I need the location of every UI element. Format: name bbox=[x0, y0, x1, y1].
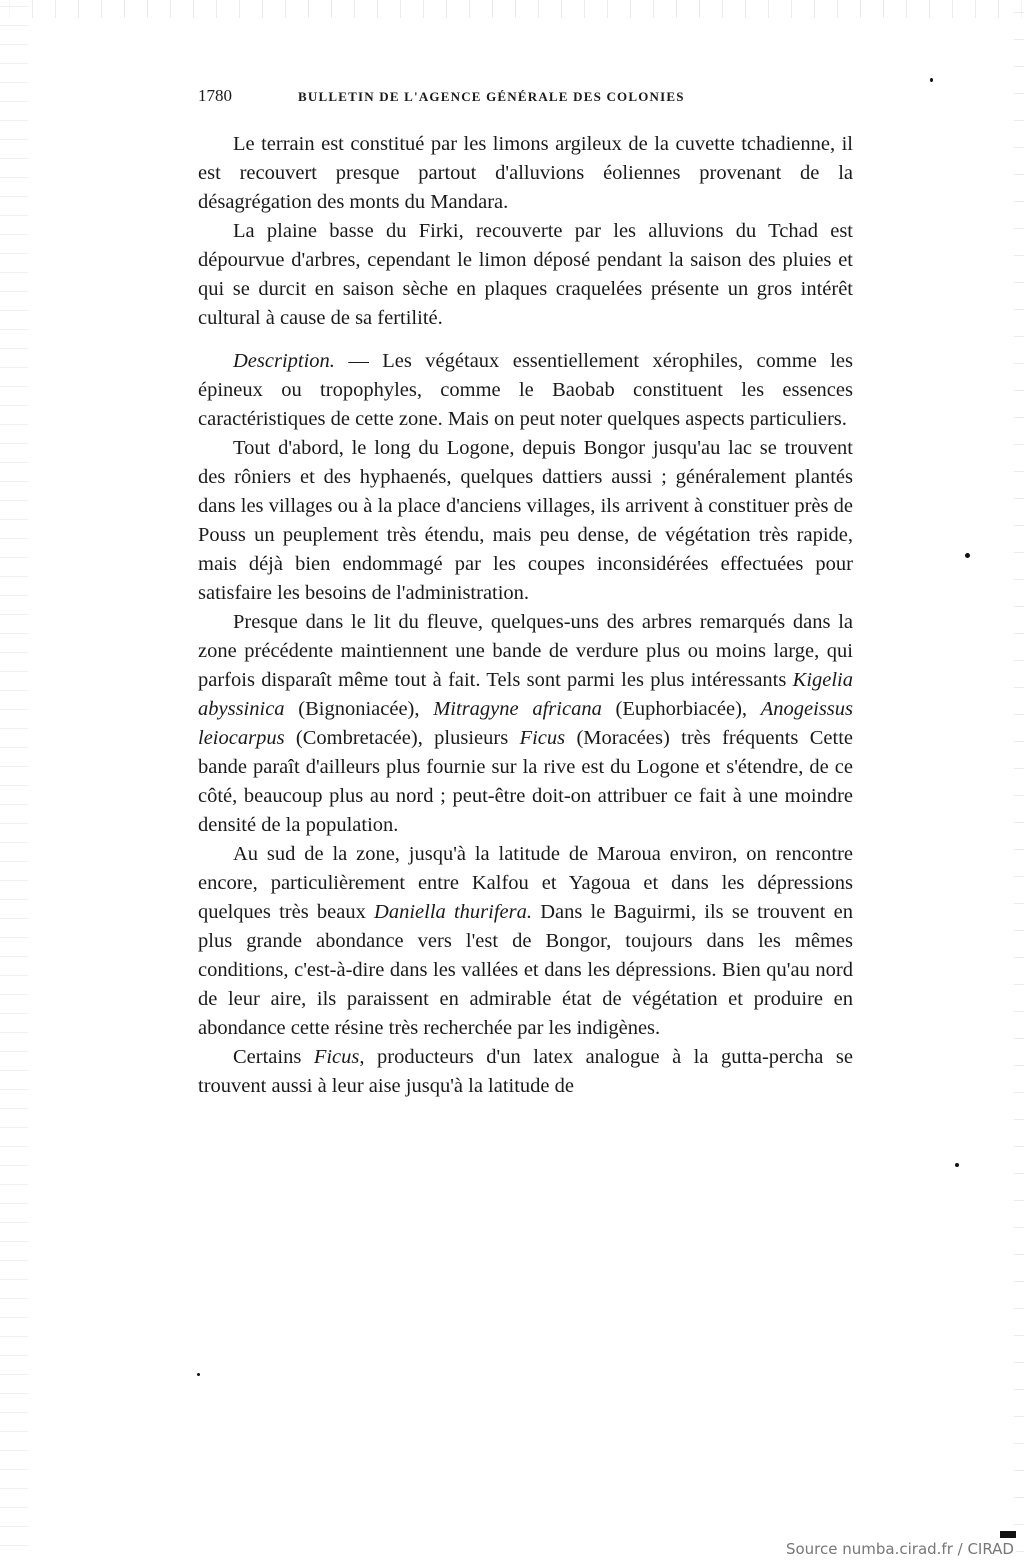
text-run: Certains bbox=[233, 1046, 314, 1068]
text-run: (Euphorbiacée), bbox=[601, 698, 761, 720]
italic-term: Kigelia abyssinica bbox=[198, 669, 853, 720]
italic-term: Mitragyne africana bbox=[433, 698, 602, 720]
scan-speck bbox=[965, 553, 970, 558]
italic-term: Description. bbox=[233, 350, 335, 372]
scan-edge-top bbox=[0, 0, 1024, 18]
paragraph bbox=[198, 347, 853, 434]
paragraph bbox=[198, 130, 853, 217]
scan-edge-right bbox=[1014, 0, 1024, 1562]
scan-speck bbox=[930, 78, 933, 82]
running-head: BULLETIN DE L'AGENCE GÉNÉRALE DES COLONIES bbox=[298, 89, 685, 104]
italic-term: Daniella thurifera. bbox=[374, 901, 532, 923]
text-run: Au sud de la zone, jusqu'à la latitude de Maroua environ, on rencontre encore, particulièrement entre Kalfou et Yagoua et dans les dépressions quelques très beaux bbox=[198, 843, 853, 923]
paragraph bbox=[198, 217, 853, 333]
text-run: Tout d'abord, le long du Logone, depuis Bongor jusqu'au lac se trouvent des rôniers et des hyphaenés, quelques dattiers aussi ; généralement plantés dans les villages ou à la place d'anciens villages, ils arrivent à constituer près de Pouss un peuplement très étendu, mais peu dense, de végétation très rapide, mais déjà bien endommagé par les coupes inconsidérées effectuées pour satisfaire les besoins de l'administration. bbox=[198, 437, 853, 604]
paragraph bbox=[198, 1043, 853, 1101]
paragraph bbox=[198, 434, 853, 608]
scan-edge-left bbox=[0, 0, 28, 1562]
text-run: (Bignoniacée), bbox=[284, 698, 434, 720]
text-run: (Moracées) très fréquents Cette bande paraît d'ailleurs plus fournie sur la rive est du Logone et s'étendre, de ce côté, beaucoup plus au nord ; peut-être doit-on attribuer ce fait à une moindre densité de la population. bbox=[198, 727, 854, 836]
page-number: 1780 bbox=[198, 86, 232, 105]
text-run: Dans le Baguirmi, ils se trouvent en plus grande abondance vers l'est de Bongor, toujours dans les mêmes conditions, c'est-à-dire dans les vallées et dans les dépressions. Bien qu'au nord de leur aire, ils paraissent en admirable état de végétation et produire en abondance cette résine très recherchée par les indigènes. bbox=[198, 901, 853, 1039]
text-run: (Combretacée), plusieurs bbox=[284, 727, 520, 749]
text-run: , producteurs d'un latex analogue à la gutta-percha se trouvent aussi à leur aise jusqu'à la latitude de bbox=[198, 1046, 853, 1097]
paragraph bbox=[198, 608, 853, 840]
italic-term: Anogeissus leiocarpus bbox=[198, 698, 853, 749]
italic-term: Ficus bbox=[519, 727, 566, 749]
italic-term: Ficus bbox=[313, 1046, 360, 1068]
text-run: La plaine basse du Firki, recouverte par les alluvions du Tchad est dépourvue d'arbres, cependant le limon déposé pendant la saison des pluies et qui se durcit en saison sèche en plaques craquelées présente un gros intérêt cultural à cause de sa fertilité. bbox=[198, 220, 853, 329]
source-credit: Source numba.cirad.fr / CIRAD bbox=[785, 1540, 1014, 1558]
text-run: — Les végétaux essentiellement xérophiles, comme les épineux ou tropophyles, comme le Baobab constituent les essences caractéristiques de cette zone. Mais on peut noter quelques aspects particuliers. bbox=[198, 350, 853, 430]
scan-speck bbox=[197, 1373, 200, 1376]
page-header bbox=[198, 86, 853, 110]
body-text bbox=[198, 130, 853, 1101]
text-run: Presque dans le lit du fleuve, quelques-uns des arbres remarqués dans la zone précédente maintiennent une bande de verdure plus ou moins large, qui parfois disparaît même tout à fait. Tels sont parmi les plus intéressants bbox=[198, 611, 853, 691]
scan-speck bbox=[955, 1163, 959, 1167]
text-run: Le terrain est constitué par les limons argileux de la cuvette tchadienne, il est recouvert presque partout d'alluvions éoliennes provenant de la désagrégation des monts du Mandara. bbox=[198, 133, 853, 213]
paragraph bbox=[198, 840, 853, 1043]
